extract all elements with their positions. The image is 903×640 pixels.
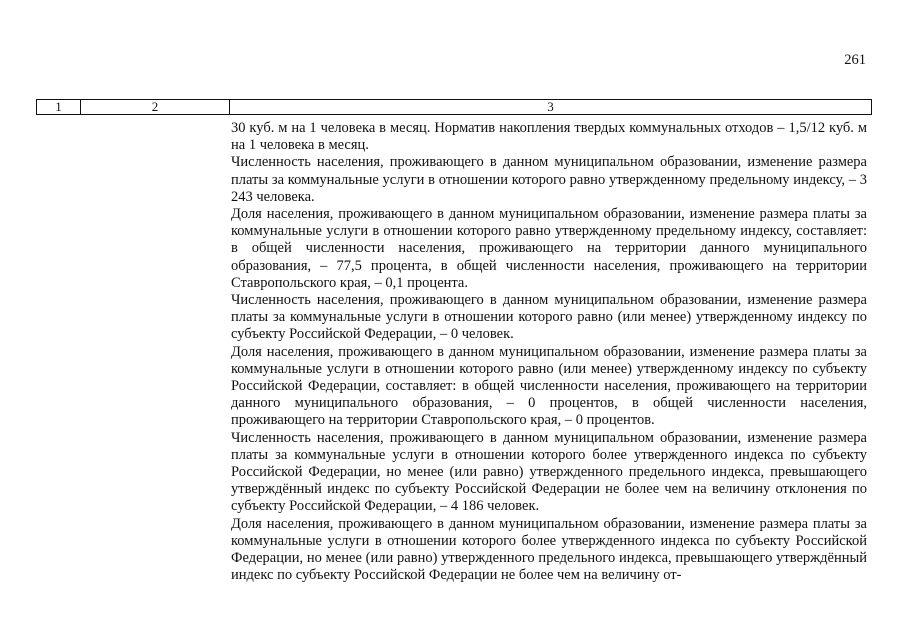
paragraph: Доля населения, проживающего в данном муниципальном образовании, изменение размера платы за коммунальные услуги в отношении которого равно утвержденному предельному индексу, составляет: в общей численности населения, проживающего на территории данного муниципального образования, – 77,5 процента, в общей численности населения, проживающего на территории Ставропольского края, – 0,1 процента. xyxy=(231,206,867,291)
paragraph: Численность населения, проживающего в данном муниципальном образовании, изменение размера платы за коммунальные услуги в отношении которого равно утвержденному предельному индексу, – 3 243 человека. xyxy=(231,154,867,205)
column-number-1: 1 xyxy=(37,100,81,115)
page-number: 261 xyxy=(844,52,866,68)
paragraph: Доля населения, проживающего в данном муниципальном образовании, изменение размера платы за коммунальные услуги в отношении которого равно (или менее) утвержденному индексу по субъекту Российской Федерации, составляет: в общей численности населения, проживающего на территории данного муниципального образования, – 0 процентов, в общей численности населения, проживающего на территории Ставропольского края, – 0 процентов. xyxy=(231,343,867,429)
column-number-3: 3 xyxy=(230,100,872,115)
paragraph: Численность населения, проживающего в данном муниципальном образовании, изменение размера платы за коммунальные услуги в отношении которого более утвержденного индекса по субъекту Российской Федерации, но менее (или равно) утвержденного предельного индекса, превышающего утверждённый индекс по субъекту Российской Федерации не более чем на величину отклонения по субъекту Российской Федерации, – 4 186 человек. xyxy=(231,429,867,515)
table-header-row xyxy=(36,99,872,115)
body-text xyxy=(231,120,867,584)
paragraph: Численность населения, проживающего в данном муниципальном образовании, изменение размера платы за коммунальные услуги в отношении которого равно (или менее) утвержденному индексу по субъекту Российской Федерации, – 0 человек. xyxy=(231,292,867,343)
paragraph: 30 куб. м на 1 человека в месяц. Норматив накопления твердых коммунальных отходов – 1,5/12 куб. м на 1 человека в месяц. xyxy=(231,120,867,154)
column-number-2: 2 xyxy=(81,100,230,115)
paragraph: Доля населения, проживающего в данном муниципальном образовании, изменение размера платы за коммунальные услуги в отношении которого более утвержденного индекса по субъекту Российской Федерации, но менее (или равно) утвержденного предельного индекса, превышающего утверждённый индекс по субъекту Российской Федерации не более чем на величину от- xyxy=(231,515,867,584)
